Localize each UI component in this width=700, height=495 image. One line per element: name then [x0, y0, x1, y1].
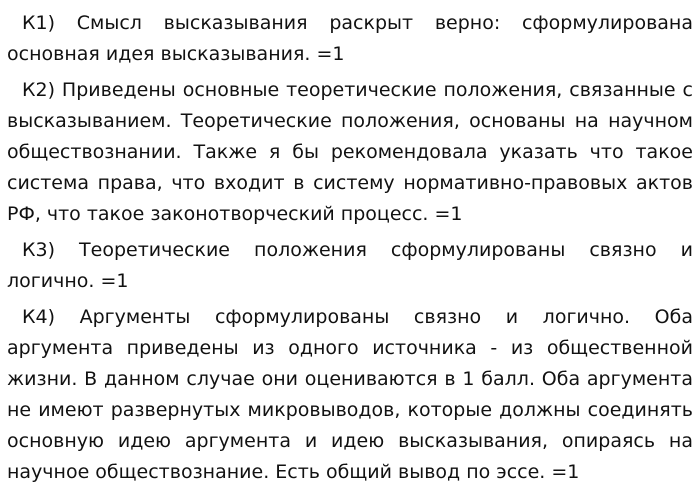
criterion-k4-paragraph: К4) Аргументы сформулированы связно и логично. Оба аргумента приведены из одного источника - из общественной жизни. В данном случае они оцениваются в 1 балл. Оба аргумента не имеют развернутых микровыводов, которые должны соединять основную идею аргумента и идею высказывания, опираясь на научное обществознание. Есть общий вывод по эссе. =1	[7, 306, 693, 483]
criterion-k1-paragraph: К1) Смысл высказывания раскрыт верно: сформулирована основная идея высказывания. =1	[7, 12, 693, 65]
criterion-k2-paragraph: К2) Приведены основные теоретические положения, связанные с высказыванием. Теоретические положения, основаны на научном обществознании. Также я бы рекомендовала указать что такое система права, что входит в систему нормативно-правовых актов РФ, что такое законотворческий процесс. =1	[7, 79, 693, 225]
criterion-k3-paragraph: К3) Теоретические положения сформулированы связно и логично. =1	[7, 239, 693, 292]
